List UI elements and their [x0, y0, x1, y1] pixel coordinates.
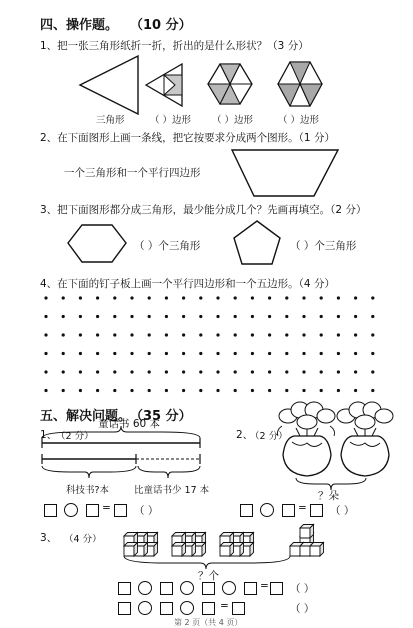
peg-dot[interactable]	[148, 296, 151, 299]
q5-3-question: ？个	[198, 570, 219, 582]
peg-dot[interactable]	[251, 296, 254, 299]
peg-dot[interactable]	[234, 333, 237, 336]
peg-dot[interactable]	[182, 389, 185, 392]
peg-dot[interactable]	[268, 352, 271, 355]
q5-3-answer-1[interactable]: （ ）	[290, 583, 315, 595]
peg-dot[interactable]	[354, 352, 357, 355]
peg-dot[interactable]	[371, 315, 374, 318]
peg-dot[interactable]	[371, 352, 374, 355]
answer-box[interactable]	[240, 504, 253, 517]
peg-dot[interactable]	[113, 389, 116, 392]
q5-2-answer[interactable]: （ ）	[330, 505, 355, 517]
peg-dot[interactable]	[354, 333, 357, 336]
peg-dot[interactable]	[268, 315, 271, 318]
peg-dot[interactable]	[320, 352, 323, 355]
peg-dot[interactable]	[62, 315, 65, 318]
peg-dot[interactable]	[44, 296, 47, 299]
peg-dot[interactable]	[182, 333, 185, 336]
peg-dot[interactable]	[79, 370, 82, 373]
peg-dot[interactable]	[354, 370, 357, 373]
peg-dot[interactable]	[79, 333, 82, 336]
peg-dot[interactable]	[268, 333, 271, 336]
peg-dot[interactable]	[113, 352, 116, 355]
q5-1-left-label: 科技书?本	[66, 485, 110, 496]
operator-circle[interactable]	[260, 503, 274, 517]
q4-1-label-fold1[interactable]: （ ）边形	[150, 115, 192, 126]
peg-dot[interactable]	[113, 333, 116, 336]
peg-dot[interactable]	[130, 389, 133, 392]
peg-dot[interactable]	[182, 296, 185, 299]
peg-dot[interactable]	[130, 315, 133, 318]
peg-dot[interactable]	[371, 333, 374, 336]
peg-dot[interactable]	[337, 352, 340, 355]
operator-circle[interactable]	[138, 581, 152, 595]
peg-dot[interactable]	[62, 296, 65, 299]
q5-2-num: 2、	[236, 429, 254, 441]
peg-dot[interactable]	[96, 296, 99, 299]
peg-dot[interactable]	[130, 352, 133, 355]
answer-box[interactable]	[114, 504, 127, 517]
peg-dot[interactable]	[234, 389, 237, 392]
section5-score: （35 分）	[130, 409, 192, 424]
peg-dot[interactable]	[285, 370, 288, 373]
answer-box[interactable]	[44, 504, 57, 517]
q5-3-answer-2[interactable]: （ ）	[290, 603, 315, 615]
peg-dot[interactable]	[354, 315, 357, 318]
peg-dot[interactable]	[337, 315, 340, 318]
peg-dot[interactable]	[234, 296, 237, 299]
q5-1-right-label: 比童话书少 17 本	[134, 485, 210, 496]
peg-dot[interactable]	[268, 370, 271, 373]
peg-dot[interactable]	[320, 333, 323, 336]
q4-3-text: 3、把下面图形都分成三角形，最少能分成几个？先画再填空。（2 分）	[40, 204, 367, 216]
q4-3-pentagon-answer[interactable]: （ ）个三角形	[290, 240, 357, 252]
peg-dot[interactable]	[44, 389, 47, 392]
section5-title: 五、解决问题。	[40, 409, 132, 424]
peg-dot[interactable]	[199, 333, 202, 336]
peg-dot[interactable]	[165, 315, 168, 318]
trapezoid-shape	[232, 150, 338, 196]
peg-dot[interactable]	[320, 370, 323, 373]
peg-dot[interactable]	[302, 296, 305, 299]
answer-box[interactable]	[86, 504, 99, 517]
peg-dot[interactable]	[234, 352, 237, 355]
peg-dot[interactable]	[199, 296, 202, 299]
answer-box[interactable]	[202, 602, 215, 615]
peg-dot[interactable]	[354, 296, 357, 299]
peg-dot[interactable]	[148, 370, 151, 373]
cube	[220, 543, 234, 557]
peg-dot[interactable]	[285, 389, 288, 392]
peg-dot[interactable]	[285, 333, 288, 336]
peg-dot[interactable]	[113, 370, 116, 373]
peg-dot[interactable]	[302, 389, 305, 392]
peg-dot[interactable]	[337, 333, 340, 336]
peg-dot[interactable]	[44, 370, 47, 373]
answer-box[interactable]	[232, 602, 245, 615]
peg-dot[interactable]	[285, 296, 288, 299]
peg-dot[interactable]	[44, 315, 47, 318]
q5-1-score: （2 分）	[56, 431, 94, 442]
cube	[300, 525, 314, 539]
peg-dot[interactable]	[251, 333, 254, 336]
answer-box[interactable]	[270, 582, 283, 595]
pentagon-shape	[234, 221, 280, 264]
peg-dot[interactable]	[285, 352, 288, 355]
peg-dot[interactable]	[182, 315, 185, 318]
peg-dot[interactable]	[44, 352, 47, 355]
peg-dot[interactable]	[165, 333, 168, 336]
operator-circle[interactable]	[222, 581, 236, 595]
q4-4-text: 4、在下面的钉子板上画一个平行四边形和一个五边形。（4 分）	[40, 278, 335, 290]
peg-dot[interactable]	[354, 389, 357, 392]
triangle-shape	[80, 56, 138, 114]
peg-dot[interactable]	[165, 370, 168, 373]
q5-1-top-label: 童话书 60 本	[98, 418, 161, 430]
peg-dot[interactable]	[234, 315, 237, 318]
cube-groups	[124, 525, 324, 557]
peg-dot[interactable]	[302, 370, 305, 373]
peg-dot[interactable]	[199, 352, 202, 355]
peg-dot[interactable]	[320, 296, 323, 299]
peg-dot[interactable]	[320, 389, 323, 392]
peg-dot[interactable]	[199, 389, 202, 392]
peg-dot[interactable]	[337, 370, 340, 373]
peg-dot[interactable]	[148, 389, 151, 392]
peg-dot[interactable]	[62, 370, 65, 373]
answer-box[interactable]	[118, 602, 131, 615]
peg-dot[interactable]	[337, 389, 340, 392]
operator-circle[interactable]	[138, 601, 152, 615]
peg-dot[interactable]	[79, 352, 82, 355]
peg-dot[interactable]	[148, 333, 151, 336]
answer-box[interactable]	[118, 582, 131, 595]
q4-2-text: 2、在下面图形上画一条线，把它按要求分成两个图形。（1 分）	[40, 132, 335, 144]
operator-circle[interactable]	[180, 601, 194, 615]
peg-dot[interactable]	[96, 315, 99, 318]
peg-dot[interactable]	[165, 296, 168, 299]
q5-3-num: 3、	[40, 532, 58, 544]
operator-circle[interactable]	[64, 503, 78, 517]
page-footer: 第 2 页（共 4 页）	[174, 618, 243, 627]
peg-dot[interactable]	[130, 370, 133, 373]
peg-dot[interactable]	[96, 352, 99, 355]
q5-1-num: 1、	[40, 429, 58, 441]
q4-3-hexagon-answer[interactable]: （ ）个三角形	[134, 240, 201, 252]
q4-2-requirement: 一个三角形和一个平行四边形	[64, 167, 201, 179]
peg-dot[interactable]	[62, 389, 65, 392]
answer-box[interactable]	[202, 582, 215, 595]
cube	[310, 543, 324, 557]
peg-dot[interactable]	[337, 296, 340, 299]
peg-dot[interactable]	[371, 389, 374, 392]
q5-1-answer[interactable]: （ ）	[134, 505, 159, 517]
q5-2-question: ？朵	[318, 490, 339, 502]
peg-dot[interactable]	[79, 296, 82, 299]
peg-dot[interactable]	[199, 370, 202, 373]
peg-dot[interactable]	[268, 389, 271, 392]
peg-dot[interactable]	[79, 389, 82, 392]
q4-1-label-fold3[interactable]: （ ）边形	[278, 115, 320, 126]
peg-dot[interactable]	[371, 370, 374, 373]
peg-board[interactable]	[44, 296, 374, 392]
peg-dot[interactable]	[130, 333, 133, 336]
answer-box[interactable]	[160, 602, 173, 615]
peg-dot[interactable]	[251, 389, 254, 392]
section4-score: （10 分）	[130, 18, 192, 33]
peg-dot[interactable]	[130, 296, 133, 299]
peg-dot[interactable]	[371, 296, 374, 299]
q4-1-label-fold2[interactable]: （ ）边形	[212, 115, 254, 126]
peg-dot[interactable]	[268, 296, 271, 299]
answer-box[interactable]	[282, 504, 295, 517]
peg-dot[interactable]	[62, 333, 65, 336]
peg-dot[interactable]	[251, 315, 254, 318]
flower-pot-right	[337, 402, 393, 476]
peg-dot[interactable]	[113, 296, 116, 299]
peg-dot[interactable]	[113, 315, 116, 318]
peg-dot[interactable]	[96, 333, 99, 336]
peg-dot[interactable]	[302, 352, 305, 355]
peg-dot[interactable]	[79, 315, 82, 318]
peg-dot[interactable]	[62, 352, 65, 355]
peg-dot[interactable]	[302, 315, 305, 318]
peg-dot[interactable]	[216, 296, 219, 299]
peg-dot[interactable]	[199, 315, 202, 318]
hexagon-shape	[68, 225, 126, 262]
peg-dot[interactable]	[216, 352, 219, 355]
q5-2-score: （2 分）	[250, 431, 288, 442]
answer-box[interactable]	[244, 582, 257, 595]
peg-dot[interactable]	[182, 352, 185, 355]
peg-dot[interactable]	[44, 333, 47, 336]
peg-dot[interactable]	[148, 315, 151, 318]
answer-box[interactable]	[160, 582, 173, 595]
peg-dot[interactable]	[216, 333, 219, 336]
peg-dot[interactable]	[234, 370, 237, 373]
q4-1-label-triangle: 三角形	[96, 115, 125, 126]
section4-title: 四、操作题。	[40, 18, 119, 33]
peg-dot[interactable]	[148, 352, 151, 355]
q4-1-text: 1、把一张三角形纸折一折，折出的是什么形状？（3 分）	[40, 40, 309, 52]
peg-dot[interactable]	[216, 370, 219, 373]
peg-dot[interactable]	[165, 352, 168, 355]
peg-dot[interactable]	[216, 389, 219, 392]
peg-dot[interactable]	[302, 333, 305, 336]
cube	[172, 543, 186, 557]
peg-dot[interactable]	[216, 315, 219, 318]
q5-3-score: （4 分）	[64, 534, 102, 545]
peg-dot[interactable]	[96, 389, 99, 392]
peg-dot[interactable]	[251, 370, 254, 373]
operator-circle[interactable]	[180, 581, 194, 595]
peg-dot[interactable]	[182, 370, 185, 373]
peg-dot[interactable]	[251, 352, 254, 355]
cube	[124, 543, 138, 557]
peg-dot[interactable]	[96, 370, 99, 373]
answer-box[interactable]	[310, 504, 323, 517]
peg-dot[interactable]	[165, 389, 168, 392]
peg-dot[interactable]	[285, 315, 288, 318]
peg-dot[interactable]	[320, 315, 323, 318]
